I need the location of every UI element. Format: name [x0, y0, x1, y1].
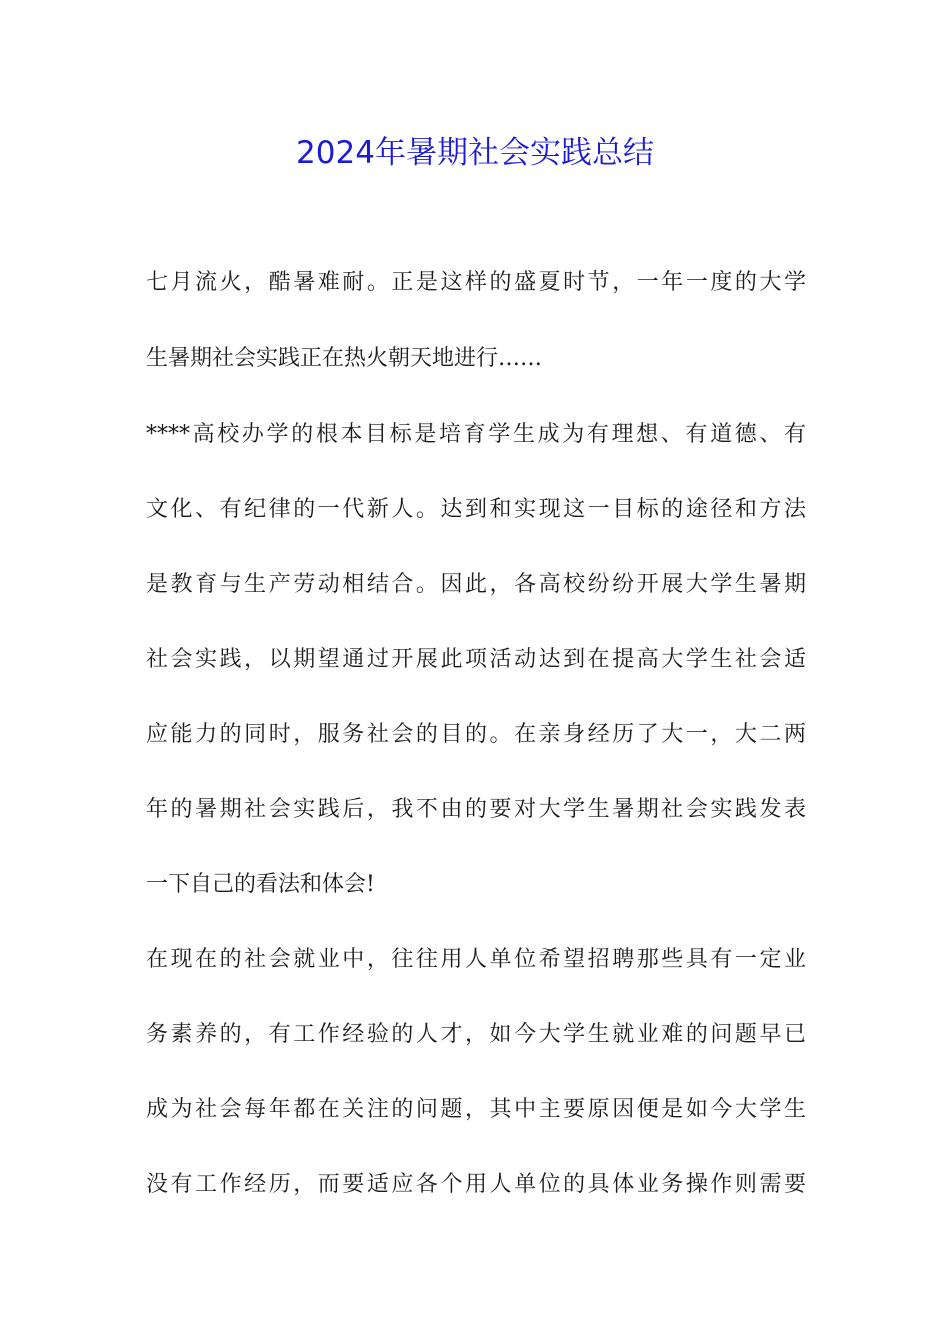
paragraph-line: 应能力的同时，服务社会的目的。在亲身经历了大一，大二两: [146, 722, 806, 747]
paragraph-line: 年的暑期社会实践后，我不由的要对大学生暑期社会实践发表: [146, 797, 806, 822]
paragraph-line: 生暑期社会实践正在热火朝天地进行……: [146, 346, 543, 371]
paragraph-line: 成为社会每年都在关注的问题，其中主要原因便是如今大学生: [146, 1097, 806, 1122]
paragraph-line: ****高校办学的根本目标是培育学生成为有理想、有道德、有: [146, 422, 806, 447]
paragraph-line: 是教育与生产劳动相结合。因此，各高校纷纷开展大学生暑期: [146, 572, 806, 597]
paragraph-line: 社会实践，以期望通过开展此项活动达到在提高大学生社会适: [146, 647, 806, 672]
paragraph-line: 没有工作经历，而要适应各个用人单位的具体业务操作则需要: [146, 1172, 806, 1197]
paragraph-line: 在现在的社会就业中，往往用人单位希望招聘那些具有一定业: [146, 947, 806, 972]
paragraph-line: 一下自己的看法和体会!: [146, 872, 375, 897]
paragraph-line: 文化、有纪律的一代新人。达到和实现这一目标的途径和方法: [146, 497, 806, 522]
document-title: 2024年暑期社会实践总结: [296, 135, 654, 171]
paragraph-line: 务素养的，有工作经验的人才，如今大学生就业难的问题早已: [146, 1022, 806, 1047]
paragraph-line: 七月流火，酷暑难耐。正是这样的盛夏时节，一年一度的大学: [146, 270, 806, 295]
